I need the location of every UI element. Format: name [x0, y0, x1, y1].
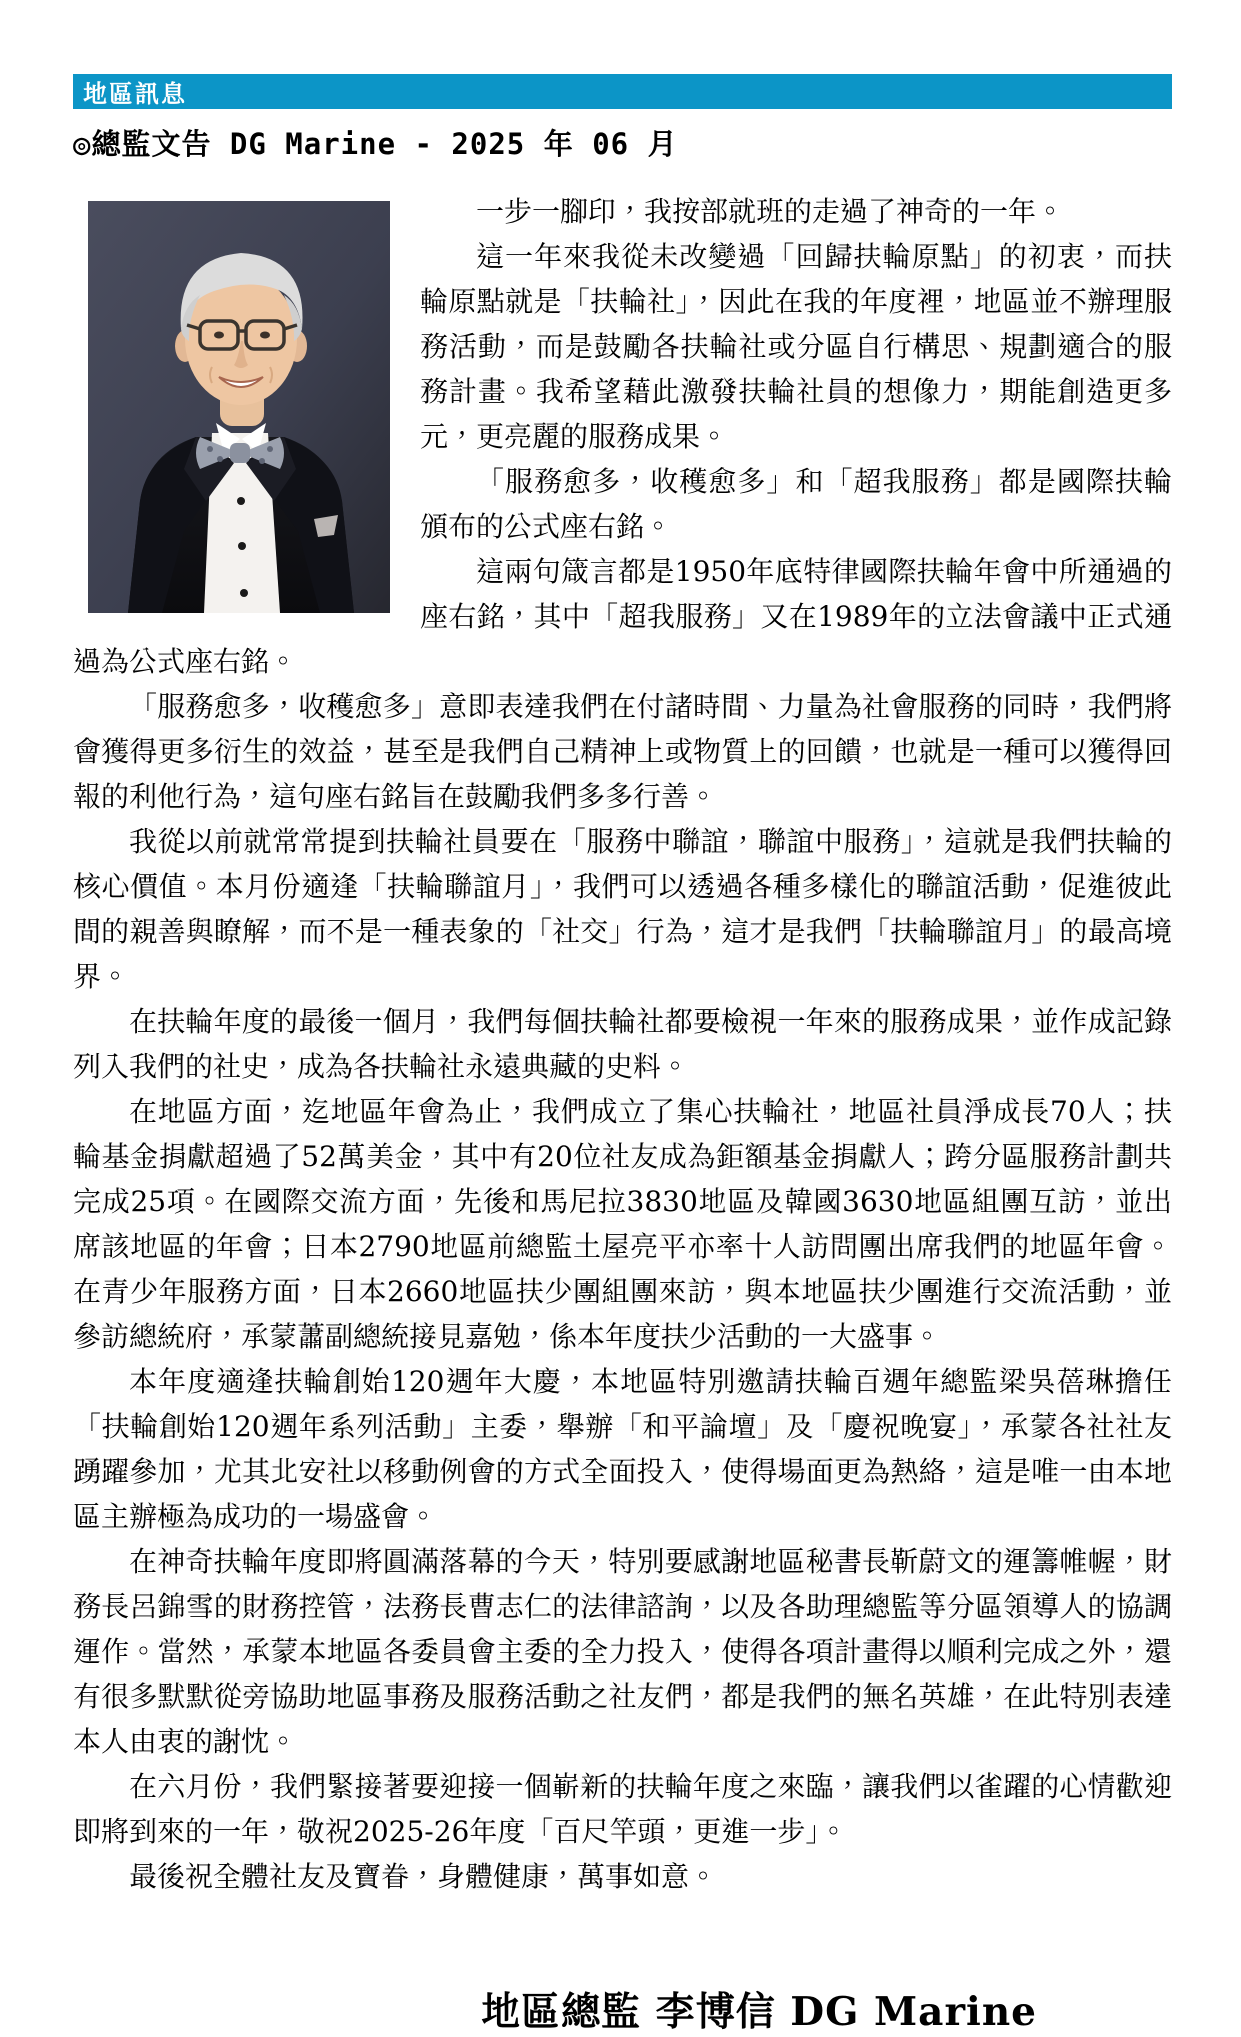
- section-header-bar: [73, 74, 1172, 109]
- body-paragraph: 在六月份，我們緊接著要迎接一個嶄新的扶輪年度之來臨，讓我們以雀躍的心情歡迎即將到來的一年，敬祝2025-26年度「百尺竿頭，更進一步」。: [73, 1770, 1172, 1848]
- body-paragraph: 這兩句箴言都是1950年底特律國際扶輪年會中所通過的座右銘，其中「超我服務」又在1989年的立法會議中正式通過為公式座右銘。: [73, 555, 1172, 678]
- body-paragraph: 這一年來我從未改變過「回歸扶輪原點」的初衷，而扶輪原點就是「扶輪社」，因此在我的年度裡，地區並不辦理服務活動，而是鼓勵各扶輪社或分區自行構思、規劃適合的服務計畫。我希望藉此激發扶輪社員的想像力，期能創造更多元，更亮麗的服務成果。: [420, 240, 1172, 453]
- body-paragraph: 在地區方面，迄地區年會為止，我們成立了集心扶輪社，地區社員淨成長70人；扶輪基金捐獻超過了52萬美金，其中有20位社友成為鉅額基金捐獻人；跨分區服務計劃共完成25項。在國際交流方面，先後和馬尼拉3830地區及韓國3630地區組團互訪，並出席該地區的年會；日本2790地區前總監土屋亮平亦率十人訪問團出席我們的地區年會。在青少年服務方面，日本2660地區扶少團組團來訪，與本地區扶少團進行交流活動，並參訪總統府，承蒙蕭副總統接見嘉勉，係本年度扶少活動的一大盛事。: [73, 1095, 1172, 1353]
- signature-line: 地區總監 李博信 DG Marine: [481, 1989, 1037, 2035]
- governor-portrait-photo: [88, 201, 390, 613]
- body-paragraph: 最後祝全體社友及寶眷，身體健康，萬事如意。: [129, 1860, 718, 1893]
- body-paragraph: 一步一腳印，我按部就班的走過了神奇的一年。: [476, 195, 1065, 228]
- body-paragraph: 「服務愈多，收穫愈多」意即表達我們在付諸時間、力量為社會服務的同時，我們將會獲得更多衍生的效益，甚至是我們自己精神上或物質上的回饋，也就是一種可以獲得回報的利他行為，這句座右銘旨在鼓勵我們多多行善。: [73, 690, 1172, 813]
- section-label: 地區訊息: [83, 79, 187, 108]
- body-paragraph: 我從以前就常常提到扶輪社員要在「服務中聯誼，聯誼中服務」，這就是我們扶輪的核心價值。本月份適逢「扶輪聯誼月」，我們可以透過各種多樣化的聯誼活動，促進彼此間的親善與瞭解，而不是一種表象的「社交」行為，這才是我們「扶輪聯誼月」的最高境界。: [73, 825, 1172, 993]
- article-title: ◎總監文告 DG Marine - 2025 年 06 月: [73, 127, 678, 161]
- portrait-illustration: [88, 201, 390, 613]
- body-paragraph: 「服務愈多，收穫愈多」和「超我服務」都是國際扶輪頒布的公式座右銘。: [420, 465, 1172, 543]
- body-paragraph: 在神奇扶輪年度即將圓滿落幕的今天，特別要感謝地區秘書長靳蔚文的運籌帷幄，財務長呂錦雪的財務控管，法務長曹志仁的法律諮詢，以及各助理總監等分區領導人的協調運作。當然，承蒙本地區各委員會主委的全力投入，使得各項計畫得以順利完成之外，還有很多默默從旁協助地區事務及服務活動之社友們，都是我們的無名英雄，在此特別表達本人由衷的謝忱。: [73, 1545, 1172, 1758]
- body-paragraph: 本年度適逢扶輪創始120週年大慶，本地區特別邀請扶輪百週年總監梁吳蓓琳擔任「扶輪創始120週年系列活動」主委，舉辦「和平論壇」及「慶祝晚宴」，承蒙各社社友踴躍參加，尤其北安社以移動例會的方式全面投入，使得場面更為熱絡，這是唯一由本地區主辦極為成功的一場盛會。: [73, 1365, 1172, 1533]
- article-body: [73, 189, 1172, 1899]
- body-paragraph: 在扶輪年度的最後一個月，我們每個扶輪社都要檢視一年來的服務成果，並作成記錄列入我們的社史，成為各扶輪社永遠典藏的史料。: [73, 1005, 1172, 1083]
